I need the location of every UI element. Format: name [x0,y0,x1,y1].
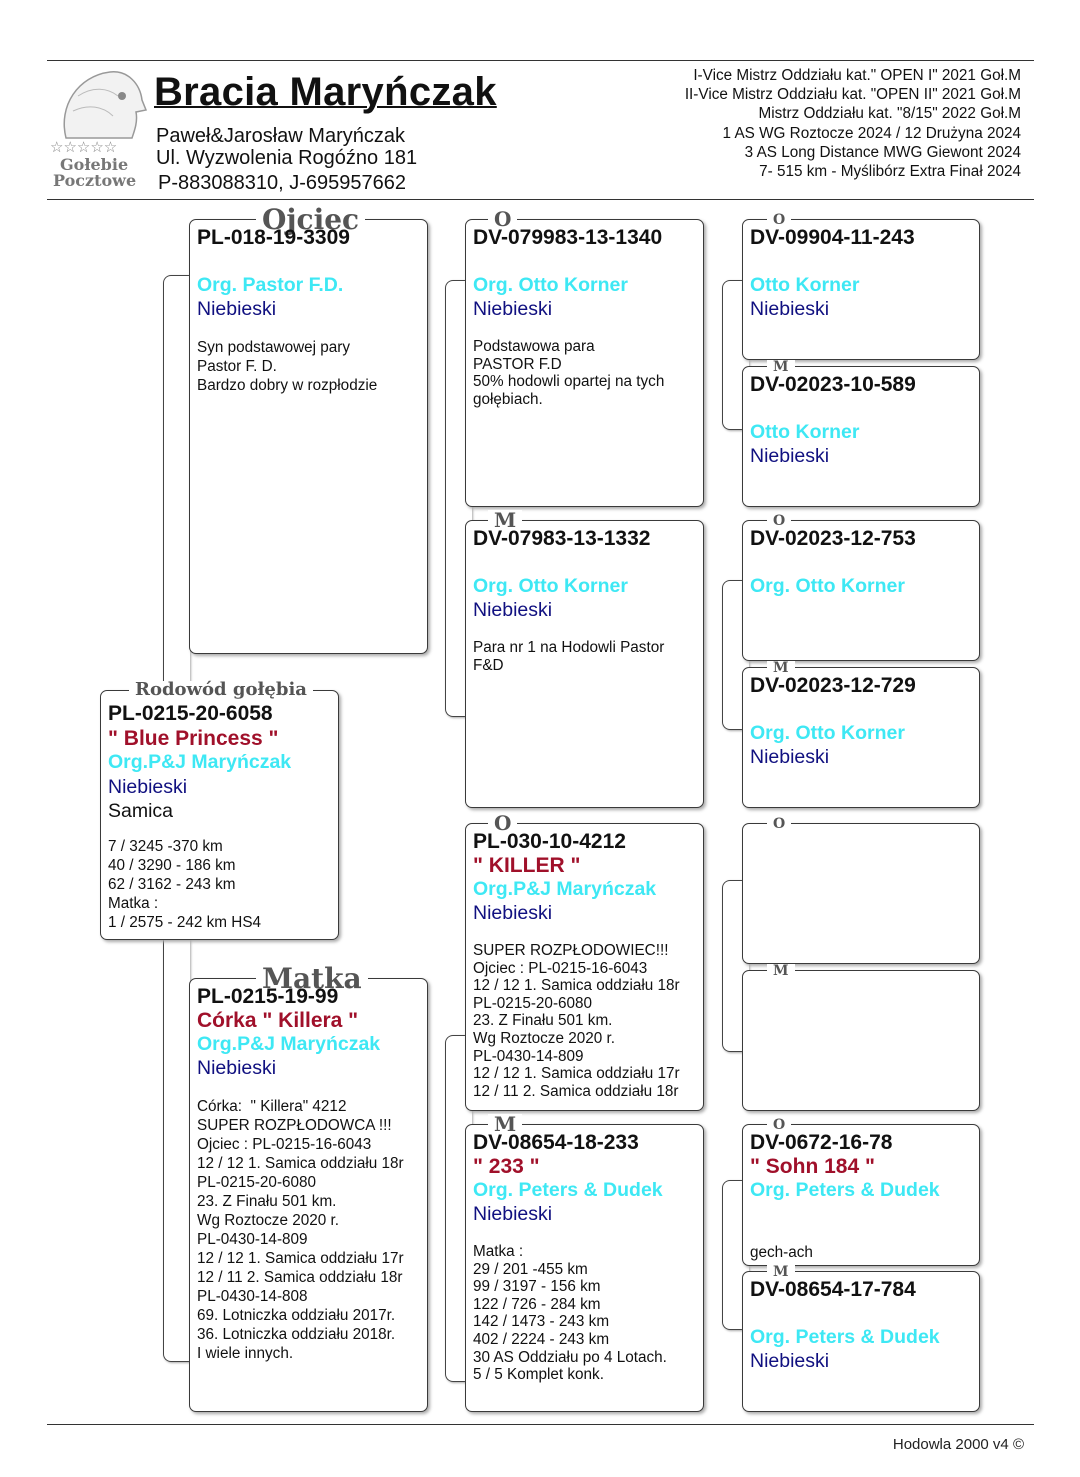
notes: Para nr 1 na Hodowli Pastor F&D [473,639,665,674]
subject-pigeon-card [100,679,339,940]
ring-number: DV-079983-13-1340 [473,226,663,249]
pigeon-name: " Blue Princess " [108,726,279,750]
achievement-line: II-Vice Mistrz Oddziału kat. "OPEN II" 2021 Goł.M [684,86,1021,104]
owner-address: Ul. Wyzwolenia Rogóźno 181 [156,147,418,169]
ring-number: DV-0672-16-78 [750,1131,893,1154]
achievement-line: I-Vice Mistrz Oddziału kat." OPEN I" 2021 Goł.M [693,67,1021,84]
achievement-line: 3 AS Long Distance MWG Giewont 2024 [744,143,1021,161]
card-label: M [767,661,795,675]
origin: Org. Otto Korner [473,274,628,296]
ring-number: PL-018-19-3309 [197,226,350,249]
pigeon-name: " 233 " [473,1155,540,1178]
pigeon-logo [48,66,148,194]
ring-number: DV-07983-13-1332 [473,527,651,550]
color-name: Niebieski [473,1203,553,1225]
ancestor-card [742,963,980,1111]
achievement-line: 1 AS WG Roztocze 2024 / 12 Drużyna 2024 [722,124,1021,142]
ring-number: PL-0215-20-6058 [108,702,273,725]
top-divider [47,60,1034,61]
achievements-list [685,66,1021,181]
card-label: M [488,1114,522,1134]
card-label: O [767,817,791,831]
owner-phones: P-883088310, J-695957662 [158,172,406,194]
ancestor-card [189,962,428,1412]
ancestor-card [465,207,704,507]
origin: Org. Otto Korner [750,575,905,597]
svg-text:Gołebie: Gołebie [60,155,129,174]
ancestor-card [189,203,428,654]
card-label: O [767,514,791,528]
origin: Org. Otto Korner [750,722,905,744]
footer-credit: Hodowla 2000 v4 © [892,1436,1024,1453]
notes: Córka: " Killera" 4212 SUPER ROZPŁODOWCA !!! Ojciec : PL-0215-16-6043 12 / 12 1. Samica oddziału 18r PL-0215-20-6080 23. Z Finału 501 km. Wg Roztocze 2020 r. PL-0430-14-809 12 / 12 1. Samica oddziału 17r 12 / 11 2. Samica oddziału 18r PL-0430-14-808 69. Lotniczka oddziału 2017r. 36. Lotniczka oddziału 2018r. I wiele innych. [197,1098,404,1362]
origin: Otto Korner [750,274,860,296]
color-name: Niebieski [197,1057,277,1079]
sex: Samica [108,800,174,822]
notes: SUPER ROZPŁODOWIEC!!! Ojciec : PL-0215-16-6043 12 / 12 1. Samica oddziału 18r PL-0215-20-6080 23. Z Finału 501 km. Wg Roztocze 2020 r. PL-0430-14-809 12 / 12 1. Samica oddziału 17r 12 / 11 2. Samica oddziału 18r [473,942,680,1100]
origin: Org.P&J Maryńczak [473,878,657,900]
color-name: Niebieski [473,298,553,320]
color-name: Niebieski [750,746,830,768]
color-name: Niebieski [473,599,553,621]
origin: Org. Peters & Dudek [750,1179,940,1201]
origin: Org. Otto Korner [473,575,628,597]
breeder-title: Bracia Maryńczak [154,70,497,114]
card-label: O [488,209,517,229]
ancestor-card [742,1264,980,1412]
notes: 7 / 3245 -370 km 40 / 3290 - 186 km 62 / 3162 - 243 km Matka : 1 / 2575 - 242 km HS4 [108,838,262,931]
svg-text:Pocztowe: Pocztowe [53,171,137,190]
card-label: M [767,964,795,978]
ancestor-card [742,212,980,360]
svg-text:☆☆☆☆☆: ☆☆☆☆☆ [50,138,118,156]
pigeon-name: " Sohn 184 " [750,1155,875,1178]
ancestor-card [742,513,980,661]
card-label: M [767,360,795,374]
ancestor-card [742,660,980,808]
owner-names: Paweł&Jarosław Maryńczak [156,125,405,147]
achievement-line: Mistrz Oddziału kat. "8/15" 2022 Goł.M [758,105,1021,123]
notes: Syn podstawowej pary Pastor F. D. Bardzo dobry w rozpłodzie [197,339,378,394]
card-label: M [488,510,522,530]
origin: Org.P&J Maryńczak [197,1033,381,1055]
ring-number: DV-02023-12-729 [750,674,916,697]
ring-number: PL-0215-19-99 [197,985,339,1008]
ring-number: PL-030-10-4212 [473,830,626,853]
card-label: Ojciec [256,206,365,234]
ring-number: DV-08654-18-233 [473,1131,639,1154]
notes: Matka : 29 / 201 -455 km 99 / 3197 - 156 km 122 / 726 - 284 km 142 / 1473 - 243 km 402 / 2224 - 243 km 30 AS Oddziału po 4 Lotach. 5 / 5 Komplet konk. [473,1243,667,1384]
ring-number: DV-02023-10-589 [750,373,916,396]
pigeon-name: Córka " Killera " [197,1009,359,1032]
ring-number: DV-08654-17-784 [750,1278,916,1301]
card-label: Rodowód gołębia [129,681,313,699]
card-label: Matka [256,965,368,993]
notes: gech-ach [750,1244,813,1261]
color-name: Niebieski [473,902,553,924]
color-name: Niebieski [108,775,188,798]
ancestor-card [465,1112,704,1412]
origin: Otto Korner [750,421,860,443]
origin: Org. Peters & Dudek [473,1179,663,1201]
achievement-line: 7- 515 km - Myślibórz Extra Finał 2024 [759,163,1021,181]
ring-number: DV-02023-12-753 [750,527,916,550]
color-name: Niebieski [750,1350,830,1372]
ancestor-card [465,811,704,1111]
ancestor-card [465,508,704,808]
card-label: O [488,813,517,833]
ancestor-card [742,359,980,507]
footer-divider [47,1424,1034,1425]
pigeon-name: " KILLER " [473,854,581,877]
notes: Podstawowa para PASTOR F.D 50% hodowli opartej na tych gołębiach. [473,338,665,408]
card-label: O [767,213,791,227]
color-name: Niebieski [197,298,277,320]
origin: Org. Peters & Dudek [750,1326,940,1348]
color-name: Niebieski [750,445,830,467]
ring-number: DV-09904-11-243 [750,226,915,249]
color-name: Niebieski [750,298,830,320]
origin: Org. Pastor F.D. [197,274,344,296]
card-label: M [767,1265,795,1279]
ancestor-card [742,816,980,964]
header-divider [47,199,1034,200]
ancestor-card [742,1117,980,1266]
origin: Org.P&J Maryńczak [108,751,292,773]
card-label: O [767,1118,791,1132]
